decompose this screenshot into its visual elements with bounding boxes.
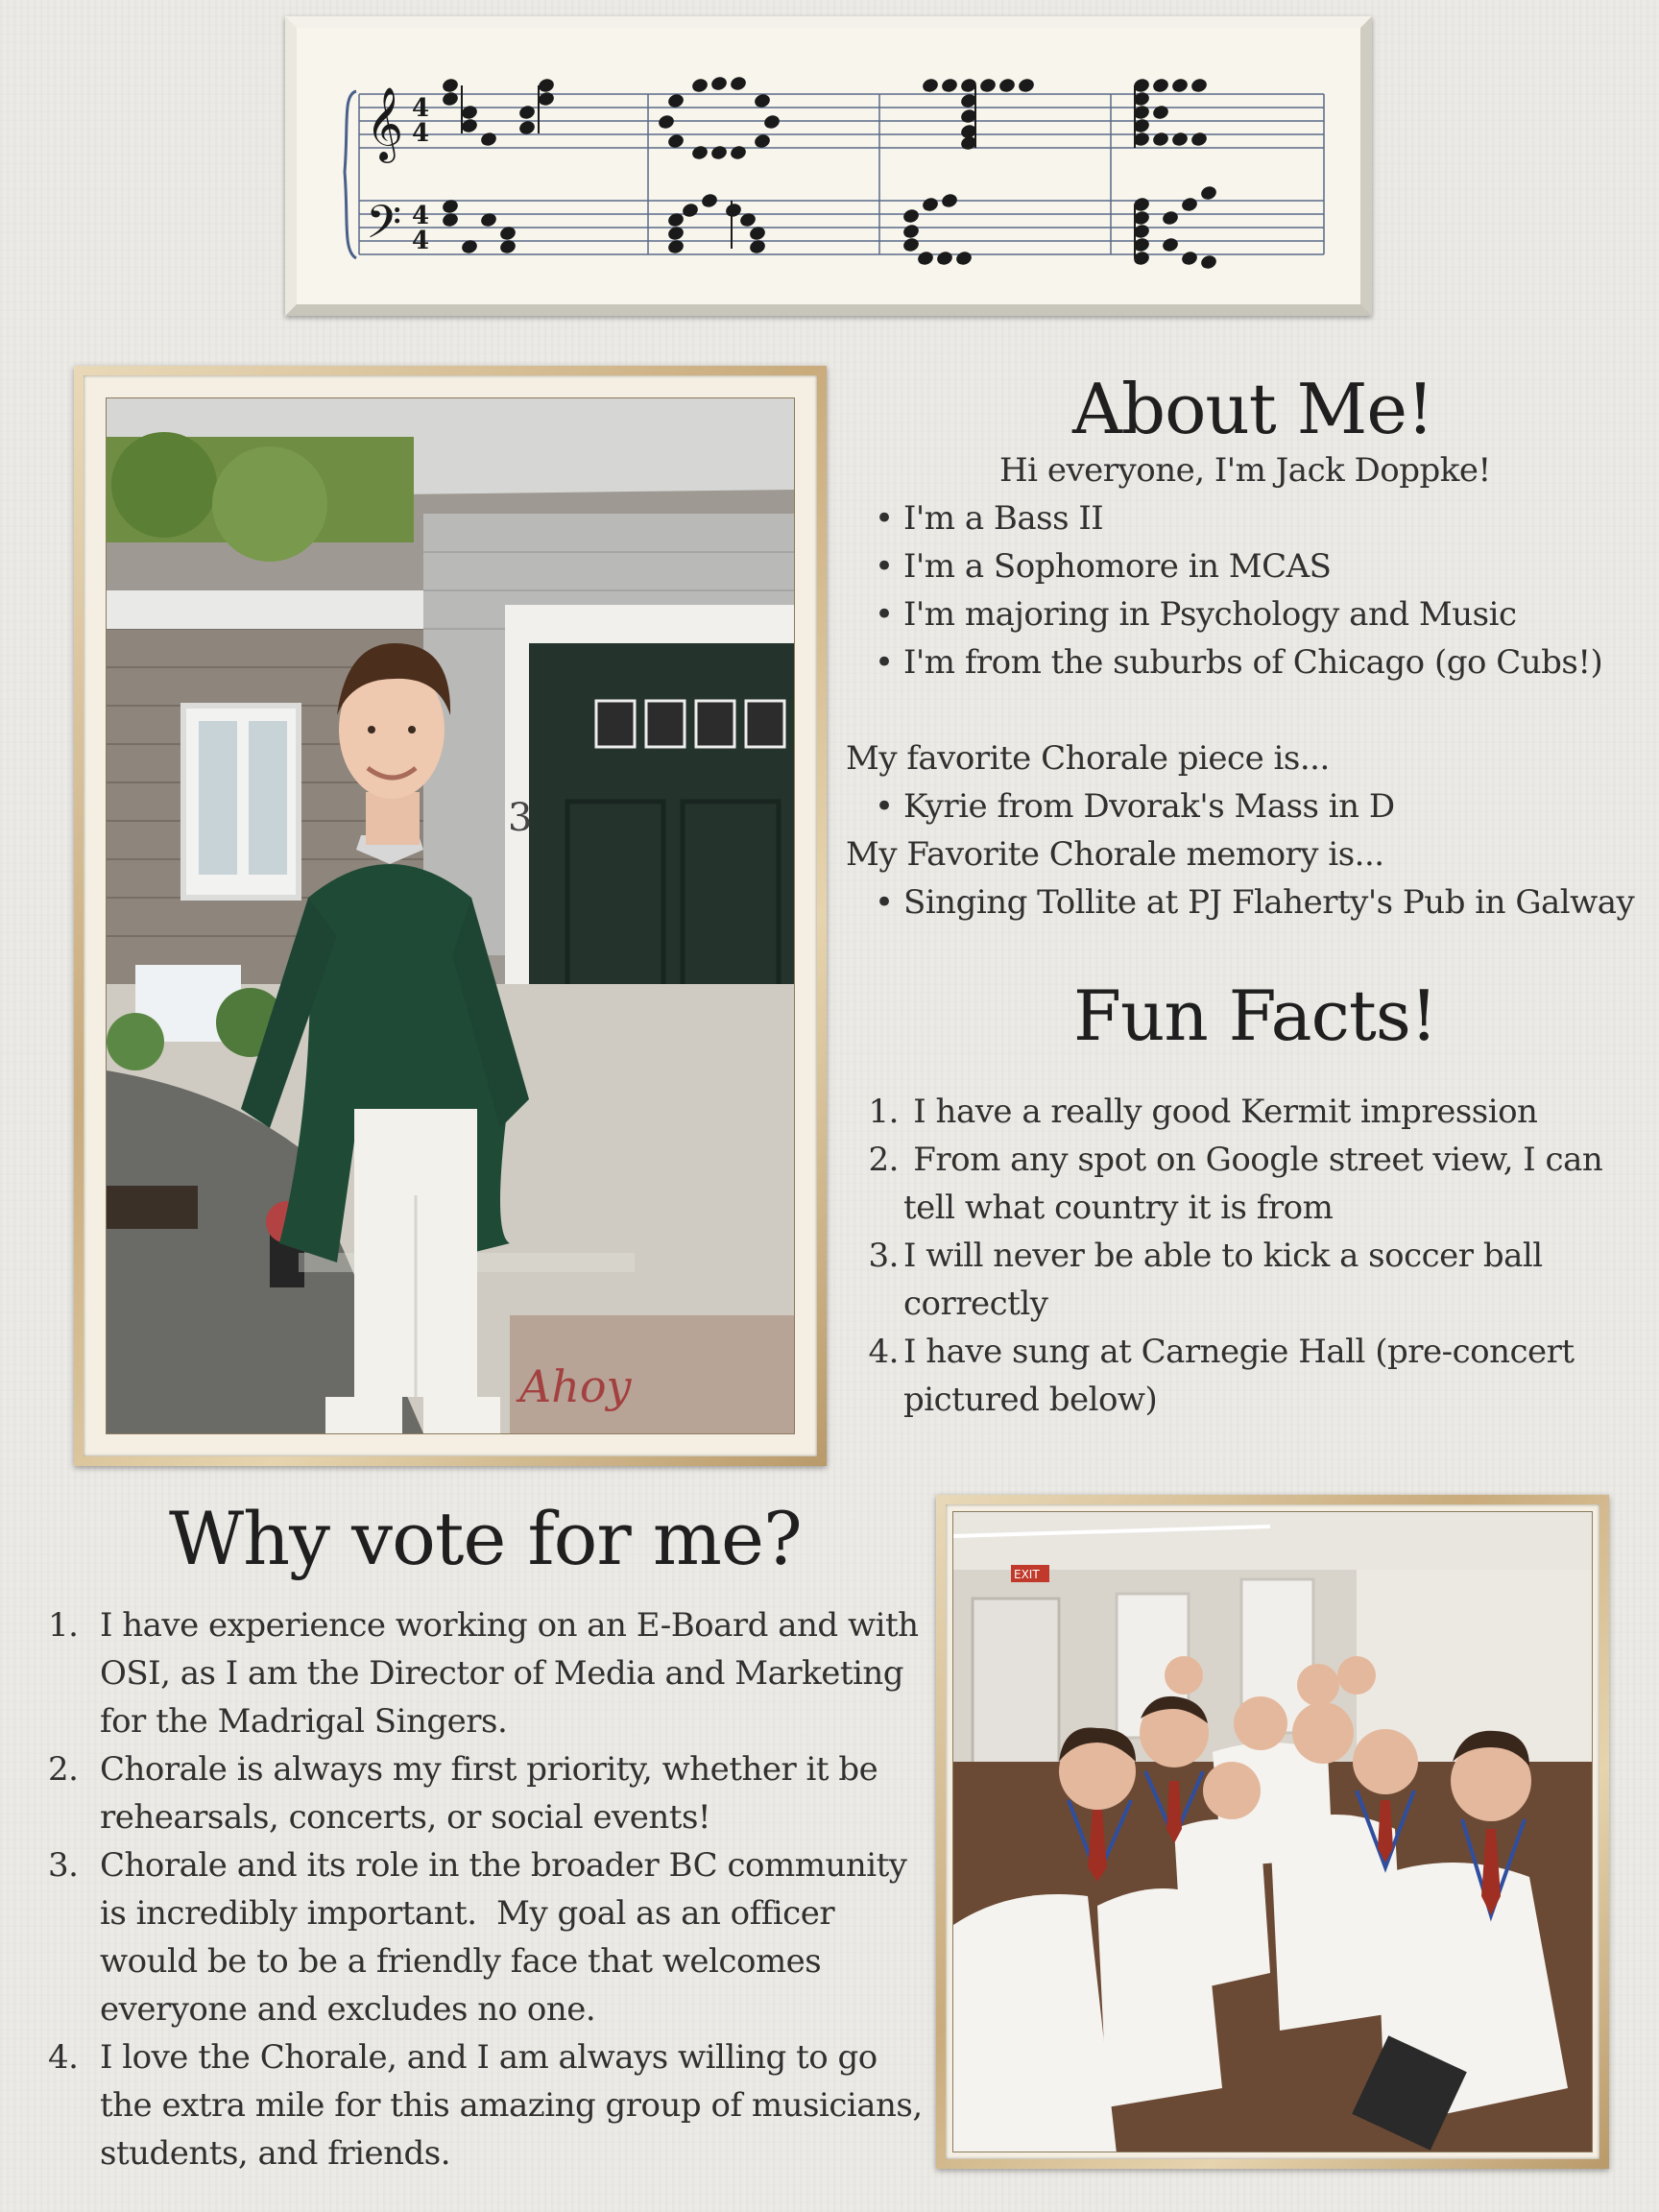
- bullet-icon: •: [875, 787, 894, 826]
- about-greeting: Hi everyone, I'm Jack Doppke!: [999, 451, 1491, 490]
- about-title: About Me!: [1072, 369, 1433, 449]
- note-head: [1191, 78, 1208, 92]
- svg-text:4: 4: [412, 94, 430, 123]
- note-head: [942, 78, 958, 92]
- note-head: [942, 193, 958, 207]
- favorite-piece: • Kyrie from Dvorak's Mass in D: [846, 782, 1633, 830]
- music-staff-name-art: [297, 28, 1360, 304]
- group-photo-art: [953, 1512, 1593, 2152]
- note-head: [1201, 185, 1217, 200]
- about-bullet: • I'm from the suburbs of Chicago (go Cubs!): [846, 638, 1633, 686]
- note-head: [937, 251, 953, 265]
- group-photo: [952, 1511, 1593, 2152]
- note-head: [764, 114, 781, 129]
- note-head: [1163, 210, 1179, 225]
- note-head: [659, 114, 675, 129]
- bullet-icon: •: [875, 499, 894, 538]
- note-head: [1182, 251, 1198, 265]
- treble-clef-icon: 𝄞: [366, 86, 404, 160]
- note-head: [923, 78, 939, 92]
- why-vote-list: [43, 1601, 923, 2177]
- why-vote-item: 4. I love the Chorale, and I am always willing to go the extra mile for this amazing group of musicians, students, and friends.: [48, 2038, 923, 2173]
- note-head: [1134, 237, 1150, 252]
- group-photo-frame: [936, 1495, 1609, 2169]
- note-head: [1134, 197, 1150, 211]
- portrait-photo: [106, 397, 795, 1434]
- note-head: [539, 78, 555, 92]
- note-head: [903, 237, 920, 252]
- note-head: [668, 93, 685, 108]
- note-head: [1134, 251, 1150, 265]
- note-head: [961, 124, 977, 138]
- fun-fact-item: 1. I have a really good Kermit impression: [868, 1093, 1538, 1131]
- svg-text:3: 3: [508, 796, 533, 840]
- portrait-frame: [74, 366, 827, 1466]
- bullet-icon: •: [875, 547, 894, 586]
- favorite-memory-label: My Favorite Chorale memory is...: [846, 835, 1384, 874]
- note-head: [1134, 210, 1150, 225]
- note-head: [519, 120, 536, 134]
- note-head: [1153, 78, 1169, 92]
- note-head: [668, 133, 685, 148]
- svg-text:4: 4: [412, 227, 430, 255]
- note-head: [980, 78, 997, 92]
- note-head: [683, 203, 699, 217]
- about-bullet: • I'm majoring in Psychology and Music: [846, 590, 1633, 638]
- note-head: [702, 193, 718, 207]
- svg-text:4: 4: [412, 119, 430, 148]
- note-head: [999, 78, 1016, 92]
- note-head: [731, 76, 747, 90]
- note-head: [961, 93, 977, 108]
- note-head: [1172, 78, 1189, 92]
- note-head: [726, 203, 742, 217]
- fun-fact-item: 3. I will never be able to kick a soccer ball correctly: [868, 1237, 1543, 1323]
- note-head: [755, 93, 771, 108]
- about-bullet: • I'm a Sophomore in MCAS: [846, 542, 1633, 590]
- note-head: [918, 251, 934, 265]
- note-head: [956, 251, 973, 265]
- bullet-icon: •: [875, 883, 894, 922]
- bass-clef-icon: 𝄢: [366, 195, 402, 260]
- note-head: [903, 224, 920, 238]
- note-head: [711, 76, 728, 90]
- note-head: [1134, 224, 1150, 238]
- favorite-memory: • Singing Tollite at PJ Flaherty's Pub in Galway: [846, 878, 1633, 926]
- name-banner: [285, 16, 1372, 316]
- note-head: [923, 197, 939, 211]
- note-head: [1182, 197, 1198, 211]
- about-section: [846, 446, 1633, 926]
- why-vote-title: Why vote for me?: [169, 1496, 802, 1581]
- note-head: [1134, 78, 1150, 92]
- fun-facts-title: Fun Facts!: [1073, 975, 1437, 1056]
- svg-text:Ahoy: Ahoy: [519, 1360, 632, 1412]
- note-head: [1019, 78, 1035, 92]
- why-vote-item: 2. Chorale is always my first priority, whether it be rehearsals, concerts, or social events!: [48, 1750, 878, 1837]
- svg-text:4: 4: [412, 202, 430, 230]
- fun-fact-item: 4. I have sung at Carnegie Hall (pre-concert pictured below): [868, 1333, 1575, 1419]
- svg-text:EXIT: EXIT: [1014, 1568, 1040, 1581]
- about-bullet: • I'm a Bass II: [846, 494, 1633, 542]
- note-head: [443, 78, 459, 92]
- why-vote-item: 1. I have experience working on an E-Board and with OSI, as I am the Director of Media and Marketing for the Madrigal Singers.: [48, 1606, 919, 1741]
- note-head: [903, 208, 920, 223]
- note-head: [755, 133, 771, 148]
- fun-fact-item: 2. From any spot on Google street view, I can tell what country it is from: [868, 1141, 1603, 1227]
- bullet-icon: •: [875, 643, 894, 682]
- note-head: [1201, 254, 1217, 269]
- about-bullets: [846, 494, 1633, 686]
- note-head: [1163, 237, 1179, 252]
- favorite-piece-label: My favorite Chorale piece is...: [846, 739, 1330, 778]
- why-vote-item: 3. Chorale and its role in the broader BC community is incredibly important. My goal as an officer would be to be a friendly face that welcomes everyone and excludes no one.: [48, 1846, 907, 2029]
- note-head: [961, 78, 977, 92]
- fun-facts-list: [846, 1088, 1614, 1424]
- portrait-photo-art: [107, 398, 794, 1433]
- bullet-icon: •: [875, 595, 894, 634]
- note-head: [692, 78, 709, 92]
